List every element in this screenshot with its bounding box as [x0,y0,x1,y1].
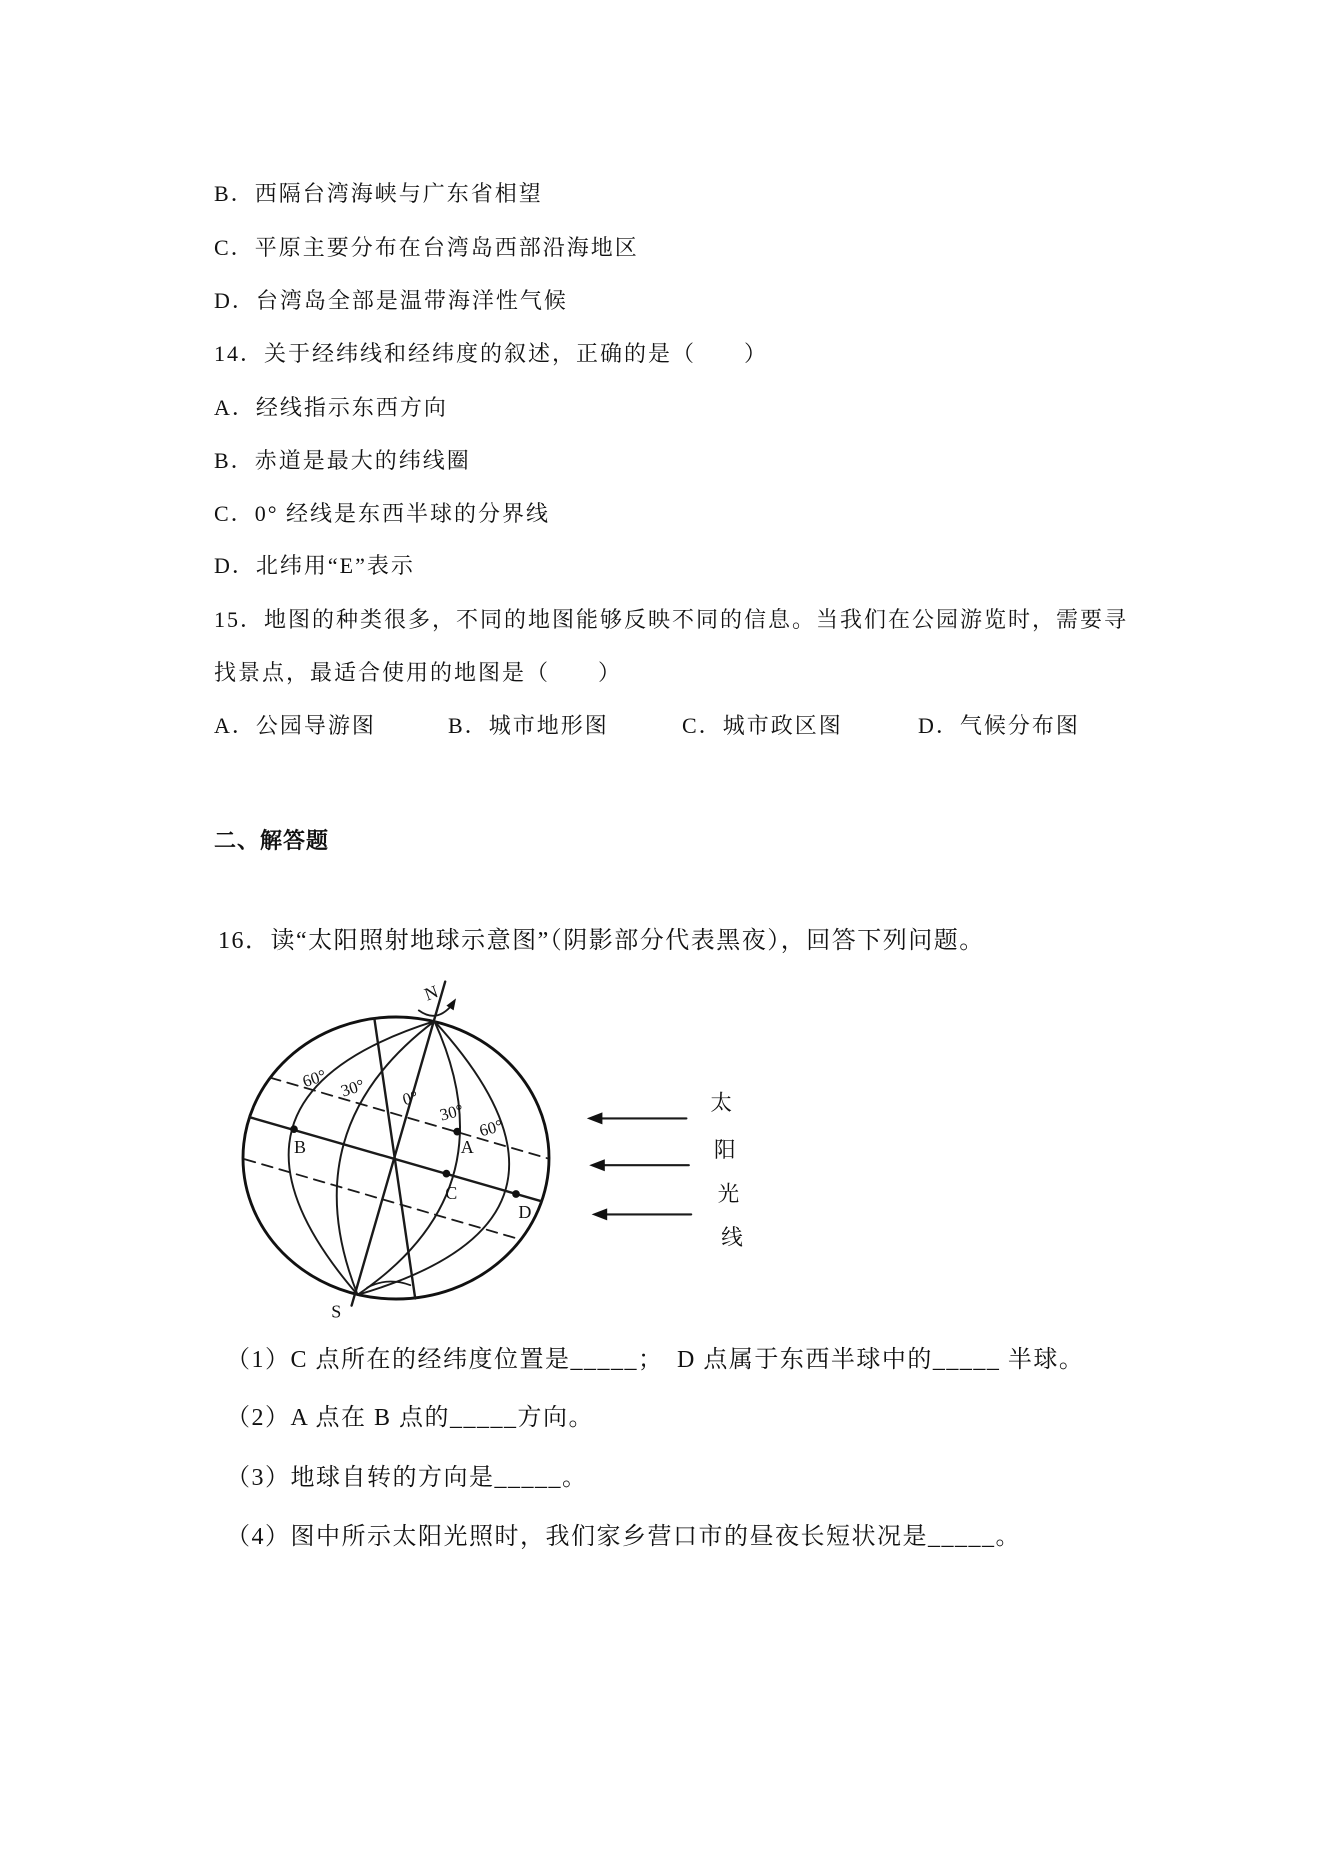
q13-option-b [214,179,543,209]
point-c-label: C [445,1182,458,1203]
option-text: 城市地形图 [488,713,609,738]
option-text: 公园导游图 [255,713,376,738]
option-text: 台湾岛全部是温带海洋性气候 [255,288,568,313]
option-text: 经线指示东西方向 [255,395,448,420]
meridian-label-30e: 30° [437,1100,466,1125]
q14-stem [214,339,768,369]
point-a-label: A [460,1137,474,1158]
q16-stem [218,924,985,958]
option-text: 气候分布图 [959,713,1080,738]
q15-option-a [214,711,376,741]
sunlight-label-char: 线 [721,1225,743,1250]
sunlight-label-char: 光 [717,1182,740,1207]
option-text: 西隔台湾海峡与广东省相望 [254,181,543,206]
point-a-dot [453,1128,461,1136]
option-letter: C． [214,501,255,526]
question-text: 找景点，最适合使用的地图是（ ） [214,660,623,685]
option-text: 城市政区图 [722,713,843,738]
question-text: 关于经纬线和经纬度的叙述，正确的是（ ） [264,341,769,366]
meridian-label-30w: 30° [338,1075,367,1101]
option-text: 平原主要分布在台湾岛西部沿海地区 [254,235,639,260]
section-title: 二、解答题 [214,828,330,853]
option-letter: C． [214,235,255,260]
sunlight-label-char: 阳 [714,1137,736,1162]
q16-subquestion-4: （4）图中所示太阳光照时，我们家乡营口市的昼夜长短状况是_____。 [226,1524,1021,1550]
option-letter: D． [214,553,256,578]
question-number: 15． [214,607,265,632]
q13-option-d [214,286,568,316]
north-pole-label: N [421,981,441,1005]
option-letter: A． [214,713,256,738]
option-letter: D． [918,713,960,738]
option-letter: B． [214,448,255,473]
point-d-label: D [518,1202,532,1222]
q16-subquestion-2: （2）A 点在 B 点的_____方向。 [226,1405,595,1431]
option-text: 北纬用“E”表示 [255,553,415,578]
sunlight-label-char: 太 [710,1091,733,1115]
q14-option-d [214,551,415,581]
sun-ray-arrowhead [592,1208,608,1220]
point-b-label: B [294,1137,307,1158]
question-text: 地图的种类很多，不同的地图能够反映不同的信息。当我们在公园游览时，需要寻 [264,607,1129,632]
q16-subquestion-3: （3）地球自转的方向是_____。 [226,1465,588,1491]
q15-option-d [918,711,1080,741]
south-pole-label: S [331,1301,342,1322]
q13-option-c [214,233,639,263]
meridian-label-60w: 60° [300,1065,329,1092]
question-text: 读“太阳照射地球示意图”（阴影部分代表黑夜），回答下列问题。 [270,928,985,954]
option-letter: B． [214,181,255,206]
option-text: 0° 经线是东西半球的分界线 [254,501,550,526]
question-number: 16． [218,928,271,954]
q15-option-c [682,711,843,741]
option-letter: D． [214,288,256,313]
q14-option-c [214,499,550,529]
q16-subquestion-1: （1）C 点所在的经纬度位置是_____； D 点属于东西半球中的_____ 半球。 [226,1347,1085,1373]
point-d-dot [512,1190,520,1198]
option-text: 赤道是最大的纬线圈 [254,448,471,473]
point-c-dot [443,1170,451,1178]
option-letter: C． [682,713,723,738]
sun-earth-diagram [228,972,768,1332]
point-b-dot [290,1125,298,1133]
meridian-label-60e: 60° [477,1115,505,1141]
question-number: 14． [214,341,265,366]
sun-ray-arrowhead [589,1159,605,1171]
q15-stem-line-2 [214,658,622,688]
option-letter: A． [214,395,256,420]
sun-ray-arrowhead [587,1112,603,1124]
option-letter: B． [448,713,489,738]
q14-option-b [214,446,471,476]
meridian-label-0: 0° [400,1086,421,1110]
q14-option-a [214,393,448,423]
q15-stem-line-1 [214,605,1128,635]
q15-option-b [448,711,609,741]
